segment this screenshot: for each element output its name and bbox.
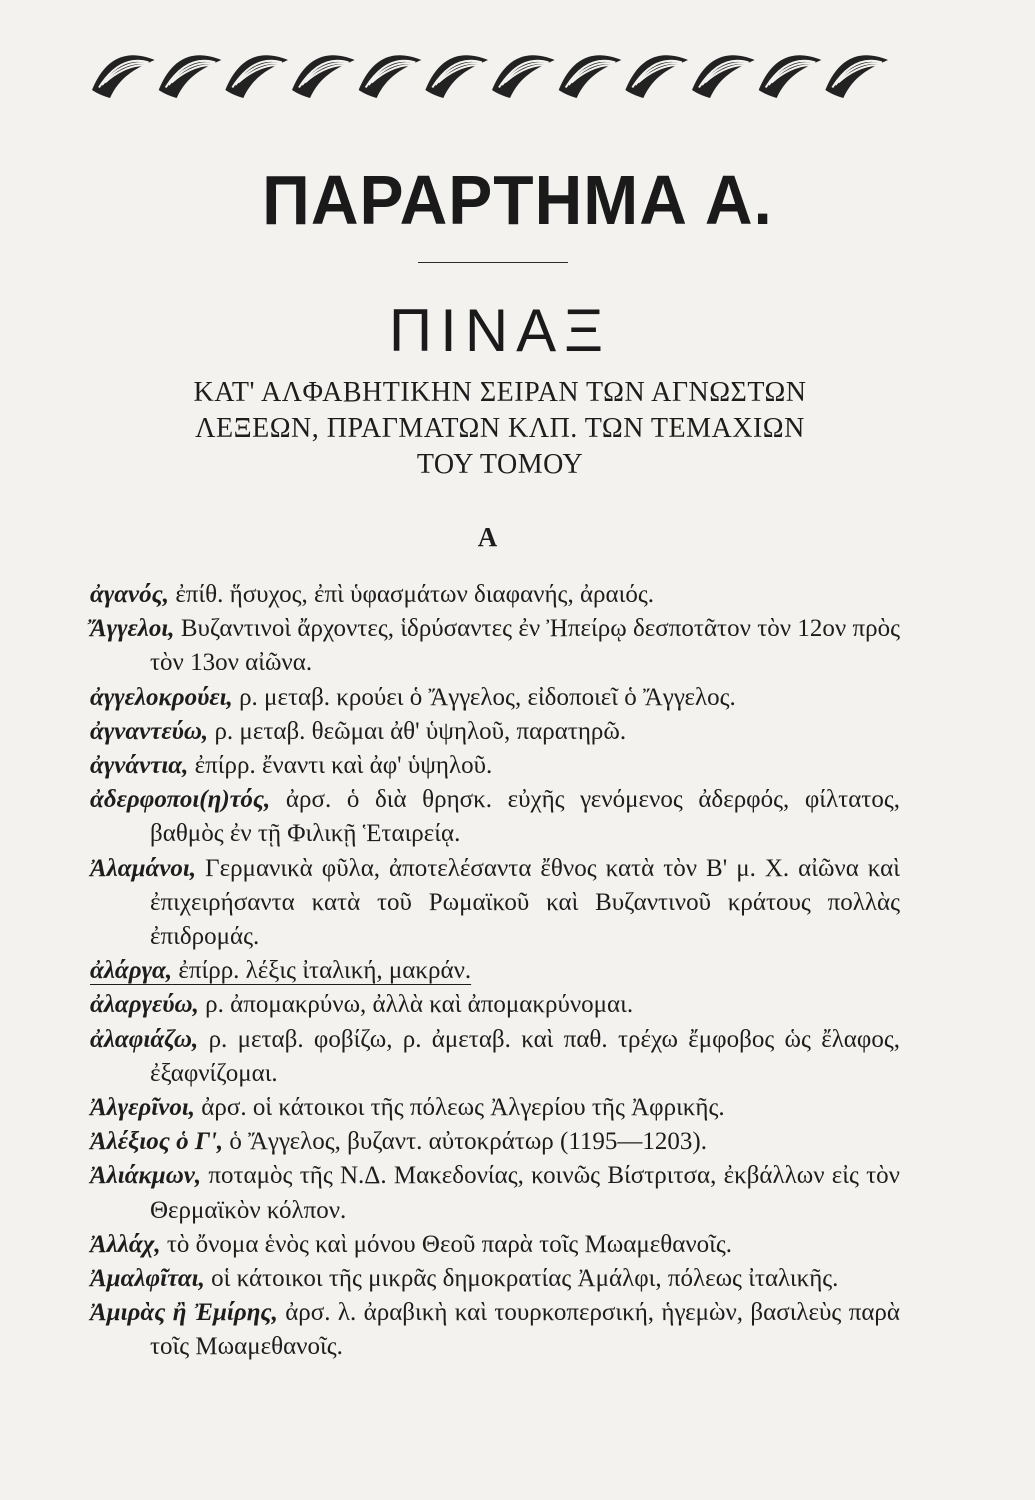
index-title: ΠΙΝΑΞ (388, 297, 612, 364)
index-subtitle (60, 375, 940, 483)
decorative-ornament-band (90, 46, 890, 104)
entry-definition: οἱ κάτοικοι τῆς μικρᾶς δημοκρατίας Ἀμάλφι, πόλεως ἰταλικῆς. (204, 1265, 839, 1293)
entry-term: ἀλάργα, (90, 957, 173, 985)
entry-term: ἀλαργεύω, (90, 991, 199, 1019)
entry-term: Ἀλγερῖνοι, (90, 1094, 196, 1122)
entry-definition: ἀρσ. οἱ κάτοικοι τῆς πόλεως Ἀλγερίου τῆς Ἀφρικῆς. (195, 1094, 725, 1122)
ornament-twist (825, 55, 888, 98)
ornament-twist (359, 55, 422, 98)
glossary-entry-list (90, 578, 900, 1365)
ornament-twist (225, 55, 288, 98)
entry-term: ἀγανός, (90, 581, 170, 608)
glossary-entry (90, 1159, 900, 1227)
glossary-entry (90, 852, 900, 955)
entry-definition: Βυζαντινοὶ ἄρχοντες, ἱδρύσαντες ἐν Ἠπείρῳ δεσποτᾶτον τὸν 12ον πρὸς τὸν 13ον αἰῶνα. (150, 615, 900, 677)
glossary-entry (90, 1023, 900, 1091)
glossary-entry (90, 1296, 900, 1364)
entry-term: Ἀλέξιος ὁ Γ', (90, 1128, 224, 1156)
glossary-entry (90, 1228, 900, 1262)
entry-term: Ἄγγελοι, (90, 615, 175, 643)
glossary-entry (90, 1262, 900, 1296)
glossary-entry (90, 715, 900, 749)
ornament-twist (92, 55, 155, 98)
entry-definition: ρ. μεταβ. κρούει ὁ Ἄγγελος, εἰδοποιεῖ ὁ Ἄγγελος. (232, 683, 736, 711)
wave-ornament-icon (90, 46, 890, 104)
entry-definition: ἀρσ. ὁ διὰ θρησκ. εὐχῆς γενόμενος ἀδερφός, φίλτατος, βαθμὸς ἐν τῇ Φιλικῇ Ἑταιρείᾳ. (150, 786, 900, 848)
entry-term: Ἀλλάχ, (90, 1230, 161, 1258)
entry-definition: ἐπίρρ. λέξις ἰταλική, μακράν. (172, 957, 472, 985)
ornament-twist (759, 55, 822, 98)
ornament-twist (625, 55, 688, 98)
entry-term: Ἀλαμάνοι, (90, 854, 197, 882)
ornament-twist (492, 55, 555, 98)
ornament-twist (292, 55, 355, 98)
entry-definition: ρ. μεταβ. φοβίζω, ρ. ἀμεταβ. καὶ παθ. τρέχω ἔμφοβος ὡς ἔλαφος, ἐξαφνίζομαι. (150, 1025, 900, 1087)
glossary-entry (90, 681, 900, 715)
glossary-entry (90, 783, 900, 851)
glossary-entry (90, 1091, 900, 1125)
entry-definition: ρ. ἀπομακρύνω, ἀλλὰ καὶ ἀπομακρύνομαι. (198, 991, 634, 1019)
glossary-entry (90, 578, 900, 612)
entry-definition: ποταμὸς τῆς Ν.Δ. Μακεδονίας, κοινῶς Βίστριτσα, ἐκβάλλων εἰς τὸν Θερμαϊκὸν κόλπον. (150, 1162, 900, 1224)
entry-term: Ἀλιάκμων, (90, 1162, 202, 1190)
glossary-entry (90, 954, 900, 988)
ornament-twist (692, 55, 755, 98)
subtitle-line: ΚΑΤ' ΑΛΦΑΒΗΤΙΚΗΝ ΣΕΙΡΑΝ ΤΩΝ ΑΓΝΩΣΤΩΝ (193, 377, 807, 408)
entry-definition: τὸ ὄνομα ἑνὸς καὶ μόνου Θεοῦ παρὰ τοῖς Μωαμεθανοῖς. (160, 1230, 733, 1258)
appendix-title: ΠΑΡΑΡΤΗΜΑ Α. (262, 161, 773, 239)
ornament-twist (425, 55, 488, 98)
entry-definition: ἐπίθ. ἥσυχος, ἐπὶ ὑφασμάτων διαφανής, ἀραιός. (169, 581, 654, 608)
entry-term: ἀγγελοκρούει, (90, 683, 233, 711)
entry-definition: ρ. μεταβ. θεῶμαι ἀθ' ὑψηλοῦ, παρατηρῶ. (208, 717, 627, 745)
entry-definition: Γερμανικὰ φῦλα, ἀποτελέσαντα ἔθνος κατὰ τὸν Β' μ. Χ. αἰῶνα καὶ ἐπιχειρήσαντα κατὰ τοῦ Ρωμαϊκοῦ καὶ Βυζαντινοῦ κράτους πολλὰς ἐπιδρομάς. (150, 854, 900, 951)
entry-term: ἀλαφιάζω, (90, 1025, 199, 1053)
glossary-entry (90, 988, 900, 1022)
subtitle-line: ΛΕΞΕΩΝ, ΠΡΑΓΜΑΤΩΝ ΚΛΠ. ΤΩΝ ΤΕΜΑΧΙΩΝ (195, 413, 805, 444)
entry-term: Ἀμιρὰς ἢ Ἐμίρης, (90, 1299, 278, 1327)
entry-definition: ὁ Ἄγγελος, βυζαντ. αὐτοκράτωρ (1195—1203). (223, 1128, 708, 1156)
ornament-twist (559, 55, 622, 98)
entry-term: ἀγνάντια, (90, 752, 189, 780)
glossary-entry (90, 749, 900, 783)
entry-term: Ἀμαλφῖται, (90, 1265, 205, 1293)
subtitle-line: ΤΟΥ ΤΟΜΟΥ (416, 449, 584, 480)
entry-definition: ἀρσ. λ. ἀραβικὴ καὶ τουρκοπερσική, ἡγεμὼν, βασιλεὺς παρὰ τοῖς Μωαμεθανοῖς. (150, 1299, 901, 1361)
title-divider (418, 262, 568, 263)
ornament-twist (159, 55, 222, 98)
entry-term: ἀδερφοποι(η)τός, (90, 786, 271, 814)
glossary-entry (90, 1125, 900, 1159)
letter-heading: Α (477, 522, 498, 552)
entry-definition: ἐπίρρ. ἔναντι καὶ ἀφ' ὑψηλοῦ. (188, 752, 493, 780)
glossary-entry (90, 612, 900, 680)
entry-term: ἀγναντεύω, (90, 717, 209, 745)
